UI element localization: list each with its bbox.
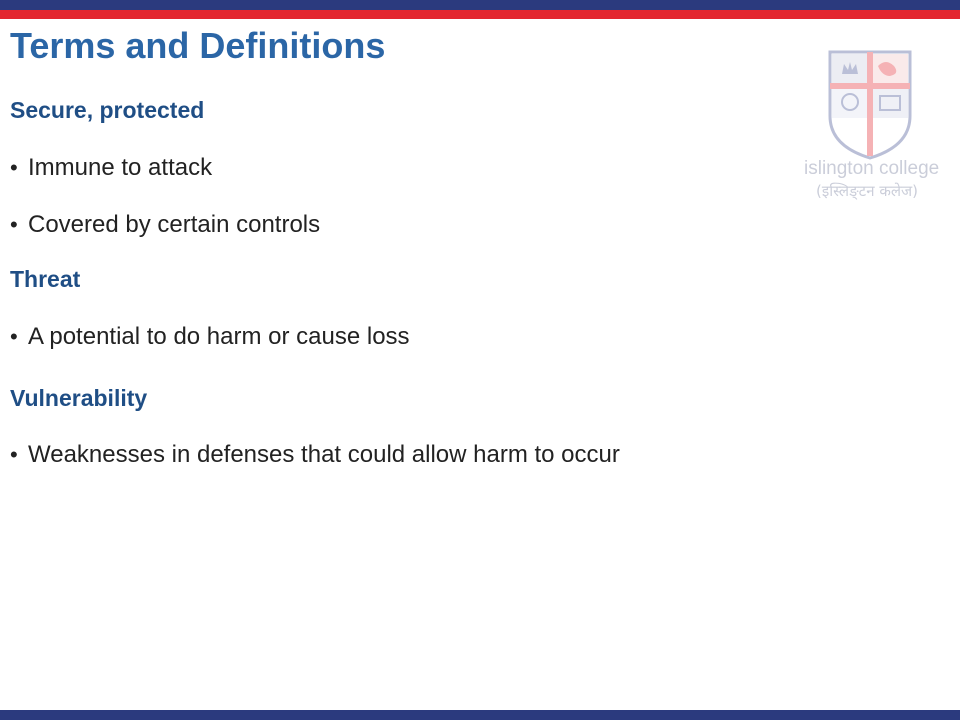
slide-title: Terms and Definitions xyxy=(10,25,386,66)
heading-threat: Threat xyxy=(10,266,81,292)
heading-vulnerability: Vulnerability xyxy=(10,385,148,411)
bullet-glyph: • xyxy=(10,155,18,180)
bullet-text: A potential to do harm or cause loss xyxy=(28,323,410,350)
bullet-glyph: • xyxy=(10,442,18,467)
bullet-glyph: • xyxy=(10,212,18,237)
bullet-item xyxy=(10,210,320,240)
top-blue-stripe xyxy=(0,0,960,10)
college-logo-watermark xyxy=(790,46,950,206)
heading-secure-protected: Secure, protected xyxy=(10,97,205,123)
bottom-blue-stripe xyxy=(0,710,960,720)
bullet-item xyxy=(10,153,212,183)
bullet-item xyxy=(10,440,620,470)
top-red-stripe xyxy=(0,10,960,19)
svg-text:(इस्लिङ्टन कलेज): (इस्लिङ्टन कलेज) xyxy=(816,182,918,200)
bullet-text: Covered by certain controls xyxy=(28,211,321,238)
bullet-text: Weaknesses in defenses that could allow harm to occur xyxy=(28,441,620,468)
svg-text:islington college: islington college xyxy=(804,158,940,179)
bullet-glyph: • xyxy=(10,324,18,349)
bullet-item xyxy=(10,322,410,352)
bullet-text: Immune to attack xyxy=(28,154,213,181)
